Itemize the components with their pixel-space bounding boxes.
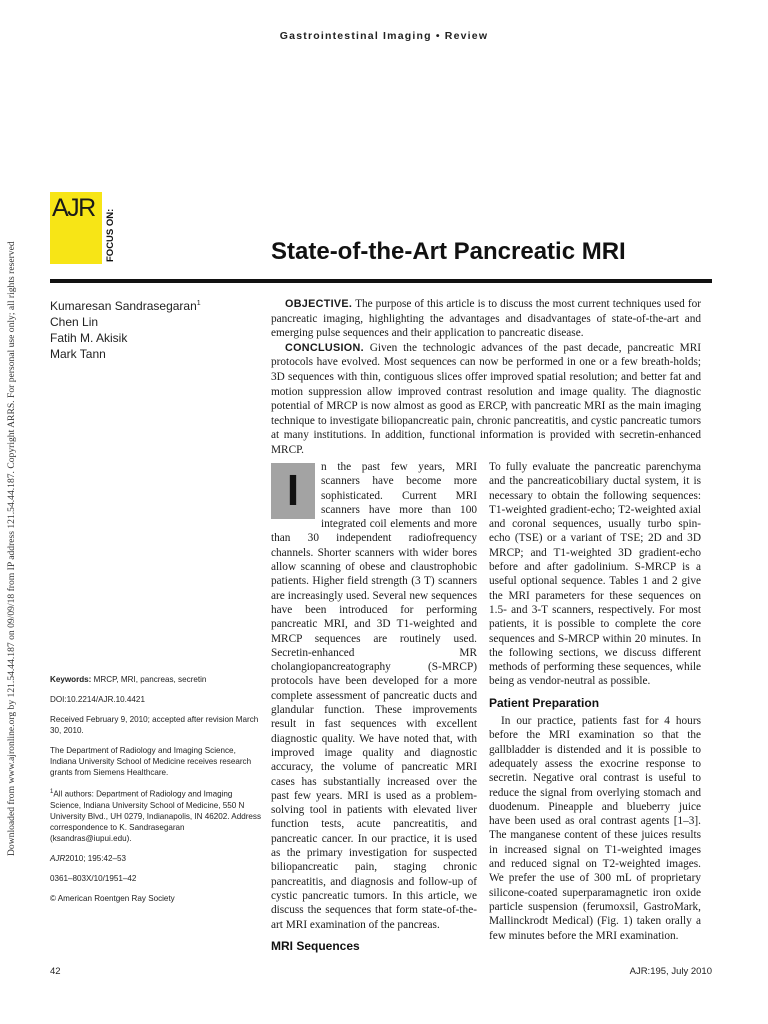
body-column-1: [271, 460, 477, 957]
download-notice-text: Downloaded from www.ajronline.org by 121.54.44.187 on 09/09/18 from IP address 121.54.44.187. Copyright ARRS. For personal use only; all rights reserved: [6, 241, 17, 856]
abstract: [271, 297, 701, 458]
ajr-logo-text: AJR: [52, 194, 95, 222]
title-rule: [50, 279, 712, 283]
copyright: © American Roentgen Ray Society: [50, 893, 175, 903]
author: Kumaresan Sandrasegaran$^1$: [50, 299, 201, 313]
download-notice: [2, 176, 18, 856]
focus-on-label: [103, 192, 117, 264]
drop-cap: I: [271, 463, 315, 519]
section-header: Gastrointestinal Imaging • Review: [279, 30, 489, 42]
section-heading-mri-sequences: MRI Sequences: [271, 938, 360, 953]
doi: DOI:10.2214/AJR.10.4421: [50, 695, 145, 704]
author: Chen Lin: [50, 315, 99, 329]
mri-sequences-paragraph-continued: To fully evaluate the pancreatic parenchyma and the pancreaticobiliary ductal system, it is necessary to obtain the following sequences: T1-weighted gradient-echo; T2-weighted axial and coronal sequences, usually turbo spin-echo (TSE) or a variant of TSE; 2D and 3D MRCP; and T1-weighted 3D gradient-echo before and after gadolinium. S-MRCP is a useful optional sequence. Tables 1 and 2 give the MRI parameters for these sequences on 1.5- and 3-T scanners, respectively. For most patients, it is possible to complete the core sequences and S-MRCP within 20 minutes. In the following sections, we discuss different methods of performing these sequences, while being as vendor-neutral as possible.: [489, 461, 701, 688]
author-list: [50, 296, 201, 362]
affiliation: $^1$All authors: Department of Radiology and Imaging Science, Indiana University School of Medicine, 550 N University Blvd., UH 0279, Indianapolis, IN 46202. Address correspondence to K. Sandrasegaran (ksandras@iupui.edu).: [50, 789, 261, 843]
author: Mark Tann: [50, 347, 106, 361]
article-metadata: [50, 674, 262, 913]
abstract-objective: OBJECTIVE. The purpose of this article is to discuss the most current techniques used for pancreatic imaging, highlighting the advantages and disadvantages of state-of-the-art and emerging pulse sequences and their application to pancreatic disease.: [271, 298, 702, 340]
focus-on-text: FOCUS ON:: [105, 208, 116, 262]
journal-footer: AJR:195, July 2010: [629, 966, 712, 977]
body-column-2: [489, 460, 701, 943]
patient-preparation-paragraph: In our practice, patients fast for 4 hours before the MRI examination so that the gallbladder is distended and it is possible to adequately assess the exocrine response to secretin. Negative oral contrast is useful to reduce the signal from overlying stomach and duodenum. Pineapple and blueberry juice have been used as oral contrast agents [1–3]. The manganese content of these juices results in increased signal on T1-weighted images and reduced signal on T2-weighted images. We prefer the use of 300 mL of proprietary silicone-coated superparamagnetic iron oxide particle suspension (ferumoxsil, GastroMark, Mallinckrodt Medical) (Fig. 1) taken orally a few minutes before the MRI examination.: [489, 715, 701, 942]
abstract-conclusion: CONCLUSION. Given the technologic advances of the past decade, pancreatic MRI protocols have evolved. Most sequences can now be performed in one or a few breath-holds; 3D sequences with thin, contiguous slices offer improved spatial resolution; and better fat and motion suppression allow improved contrast resolution and image quality. The diagnostic potential of MRCP is now almost as good as ERCP, with pancreatic MRI as the main imaging technique to investigate biliopancreatic pain, chronic pancreatitis, and cystic pancreatic tumors at many institutions. In addition, functional information is provided with secretin-enhanced MRCP.: [271, 341, 701, 456]
received-dates: Received February 9, 2010; accepted after revision March 30, 2010.: [50, 715, 259, 735]
keywords: Keywords: MRCP, MRI, pancreas, secretin: [50, 675, 207, 684]
funding-note: The Department of Radiology and Imaging Science, Indiana University School of Medicine receives research grants from Siemens Healthcare.: [50, 746, 252, 777]
page-number: 42: [50, 966, 61, 977]
article-title: State-of-the-Art Pancreatic MRI: [271, 238, 626, 265]
section-heading-patient-preparation: Patient Preparation: [489, 695, 600, 710]
intro-paragraph: I n the past few years, MRI scanners have become more sophisticated. Current MRI scanners have more than 100 integrated coil elements and more than 30 independent radiofrequency channels. Shorter scanners with wider bores allow scanning of obese and claustrophobic patients. Higher field strength (3 T) scanners are increasingly used. Several new sequences have been introduced for performing pancreatic MRI, and 3D T1-weighted and MRCP sequences are routinely used. Secretin-enhanced MR cholangiopancreatography (S-MRCP) protocols have been developed for a more complete assessment of pancreatic ducts and glandular function. These improvements result in fast sequences with excellent diagnostic quality. We have noted that, with improved image quality and diagnostic accuracy, the volume of pancreatic MRI cases has substantially increased over the past few years. MRI is used as a problem-solving tool in patients with elevated liver function tests, acute pancreatitis, and pancreatic cancer. In our practice, it is used as the primary investigation for suspected biliopancreatic pain, staging chronic pancreatitis, and diagnosis and follow-up of cystic pancreatic tumors. In this article, we discuss the sequences that form state-of-the-art MRI examination of the pancreas.: [271, 461, 477, 931]
citation: AJR2010; 195:42–53: [50, 853, 127, 863]
issn: 0361–803X/10/1951–42: [50, 873, 137, 883]
author: Fatih M. Akisik: [50, 331, 128, 345]
